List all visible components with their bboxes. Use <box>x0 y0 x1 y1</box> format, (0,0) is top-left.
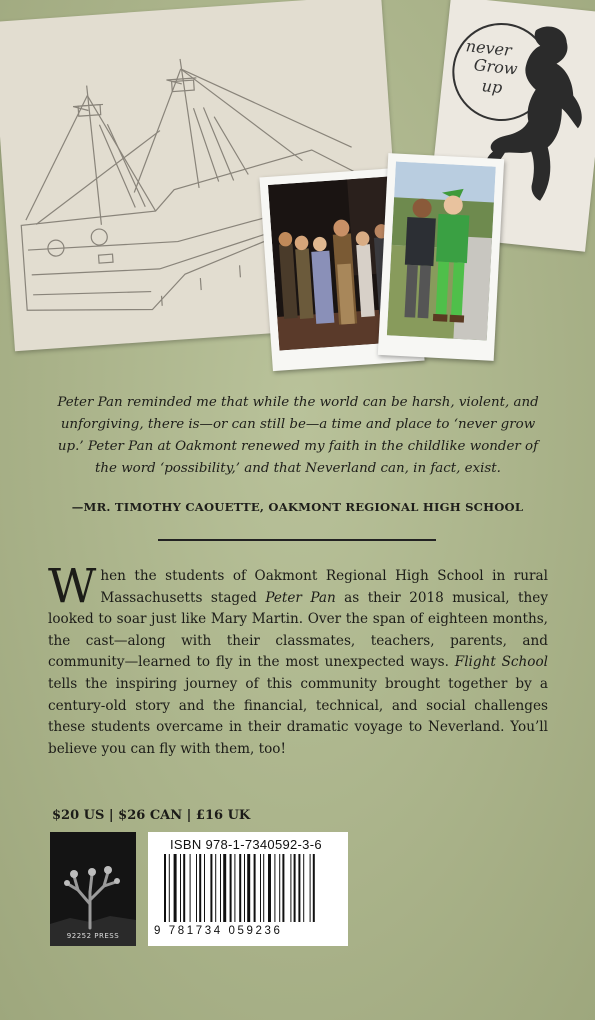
barcode-digits: 9 781734 059236 <box>154 925 283 937</box>
testimonial-quote: Peter Pan reminded me that while the world can be harsh, violent, and unforgiving, there is—or can still be—a time and place to ‘never grow up.’ Peter Pan at Oakmont renewed my faith in the childlike wonder of the word ‘possibility,’ and that Neverland can, in fact, exist. <box>57 395 539 476</box>
blurb-part-2: as their 2018 musical, they looked to soar just like Mary Martin. Over the span of eighteen months, the cast—along with their classmates, teachers, parents, and community—learned to fly in the most unexpected ways. <box>48 589 548 671</box>
quote-attribution: —MR. TIMOTHY CAOUETTE, OAKMONT REGIONAL HIGH SCHOOL <box>71 500 524 514</box>
blurb-title-peter-pan: Peter Pan <box>265 589 336 606</box>
drop-cap: W <box>48 559 97 614</box>
joshua-tree-icon <box>50 832 136 946</box>
section-divider <box>158 539 436 541</box>
isbn-label: ISBN 978-1-7340592-3-6 <box>170 837 322 852</box>
ngu-line-3: up <box>480 76 504 98</box>
ngu-line-1: never <box>464 36 513 60</box>
costume-photo-image <box>387 162 496 341</box>
isbn-barcode <box>148 832 348 946</box>
blurb-part-3: tells the inspiring journey of this community brought together by a century-old story and the financial, technical, and social challenges these students overcame in their dramatic voyage to Neverland. You’ll believe you can fly with them, too! <box>48 675 548 757</box>
ngu-line-2: Grow <box>472 55 519 79</box>
barcode-bars <box>164 854 342 922</box>
publisher-name: 92252 PRESS <box>66 932 120 940</box>
book-description <box>48 559 548 760</box>
blurb-part-1: hen the students of Oakmont Regional High School in rural Massachusetts staged <box>100 568 548 606</box>
price-line: $20 US | $26 CAN | £16 UK <box>52 808 251 823</box>
publisher-logo <box>50 832 136 946</box>
blurb-title-flight-school: Flight School <box>454 654 548 671</box>
costume-photo <box>378 153 504 361</box>
